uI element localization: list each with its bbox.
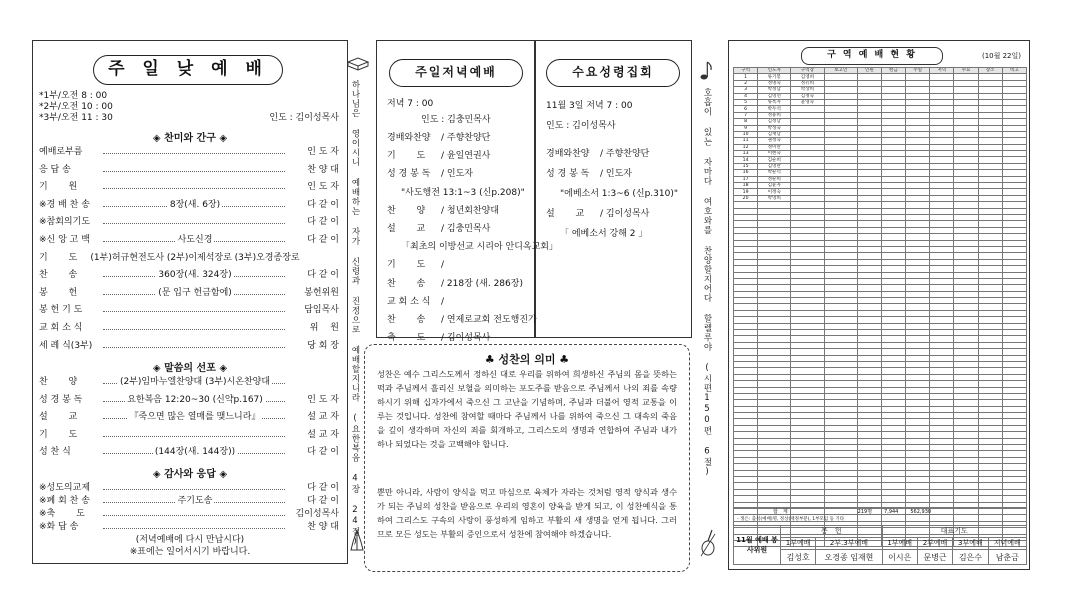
column-header: 구역: [734, 68, 758, 74]
table-cell: 이현숙: [758, 151, 791, 157]
table-cell: 박성숙: [758, 125, 791, 131]
column-header: 헌금: [881, 68, 905, 74]
leader-dots: [103, 483, 285, 490]
leader-dots: [103, 323, 285, 330]
service-item-label: 찬 송: [387, 278, 426, 289]
table-cell: 박정남: [758, 87, 791, 93]
group-prayer: 대표기도: [882, 526, 1026, 538]
table-cell: 17: [734, 176, 758, 182]
service-item-label: 찬 양: [387, 205, 426, 216]
program-person: 인 도 자: [307, 147, 339, 157]
separator: /: [441, 151, 447, 162]
table-cell: 류옥자: [758, 99, 791, 105]
service-person: 김은수: [953, 550, 988, 565]
program-person: 설 교 자: [307, 429, 339, 440]
table-cell: 1: [734, 74, 758, 80]
communion-paragraph-2: 뿐만 아니라, 사람이 양식을 먹고 마심으로 육체가 자라는 것처럼 영적 양식과 생수가 되는 주님의 성찬을 받음으로 우리의 영혼이 양육을 받게 되고, 이 성찬예식을 통하여 그리스도 구속의 사랑이 풍성하게 임하고 부활의 새 생명을 얻게 됩니다. 그러므로 모든 성도는 부활의 증인으로서 성찬에 참여해야 하겠습니다.: [377, 487, 677, 539]
table-cell: 18: [734, 183, 758, 189]
program-person: 찬 양 대: [307, 164, 339, 175]
program-label: ※참회의기도: [39, 217, 91, 228]
service-time-1: *1부/오전 8 : 00: [39, 91, 108, 101]
footer-stand-note: ※표에는 일어서시기 바랍니다.: [129, 547, 251, 557]
service-item: [387, 260, 444, 271]
service-item: [546, 169, 632, 180]
table-cell: 10: [734, 131, 758, 137]
separator: /: [441, 224, 447, 234]
table-cell: 9: [734, 125, 758, 131]
music-note-icon: [700, 60, 714, 82]
district-table: [733, 67, 1027, 547]
program-label: 봉 헌 기 도: [39, 305, 83, 316]
leader-dots: [103, 341, 285, 348]
table-cell: 4: [734, 93, 758, 99]
program-label: 찬 송: [39, 270, 78, 281]
table-cell: 김정남: [758, 119, 791, 125]
service-item: [387, 206, 499, 217]
service-item-value: 인도자: [605, 169, 632, 179]
program-person: 봉헌위원: [304, 287, 339, 298]
program-detail: 요한복음 12:20~30 (신약p.167): [127, 394, 263, 405]
service-item: [546, 209, 649, 220]
service-item: [546, 189, 678, 200]
leader-dots: [103, 217, 285, 224]
service-header: 1부예배: [882, 538, 917, 550]
service-item: [387, 133, 490, 144]
table-cell: 19: [734, 189, 758, 195]
service-item-label: 경배와찬양: [387, 133, 431, 143]
wednesday-title: 수요성령집회: [546, 59, 680, 87]
separator: /: [441, 205, 447, 216]
table-cell: 정미란: [758, 144, 791, 150]
table-cell: 김영란: [758, 163, 791, 169]
service-item-value: 연제로교회 전도행진가: [446, 315, 537, 325]
service-item-value: 윤일연권사: [446, 151, 491, 162]
column-header: 저녁: [930, 68, 954, 74]
communion-paragraph-1: 성찬은 예수 그리스도께서 정하신 대로 우리를 위하여 희생하신 주님의 몸을 뜻하는 떡과 주님께서 흘리신 보혈을 의미하는 포도주를 받음으로 주님께서 나의 죄를 속량하시기 위해 십자가에서 죽으신 그 고난을 기념하며, 주님과 더불어 영적 교통을 이루는 것입니다. 성찬에 참여할 때마다 주님께서 나를 위하여 죽으신 그 대속의 죽음을 깊이 생각하며 자신의 죄를 회개하고, 그리스도의 생명과 연합하여 주님과 내가 하나 되었다는 것을 고백해야 합니다.: [377, 369, 677, 449]
district-date: (10월 22일): [981, 52, 1021, 60]
column-header: 구역장: [791, 68, 824, 74]
service-item: [387, 333, 490, 344]
table-cell: 박상희: [791, 87, 824, 93]
service-item-value: 「최초의 이방선교 시리아 안디옥교회」: [401, 242, 558, 253]
leader-dots: [103, 522, 285, 529]
separator: /: [600, 169, 606, 179]
wednesday-time: 11월 3일 저녁 7 : 00: [546, 101, 633, 111]
service-time-2: *2부/오전 10 : 00: [39, 102, 113, 112]
column-header: 보고인: [824, 68, 857, 74]
table-cell: 윤영숙: [791, 99, 824, 105]
separator: /: [600, 209, 606, 219]
program-person: 다 같 이: [307, 447, 339, 458]
section-thanks: ◈ 감사와 응답 ◈: [152, 469, 228, 480]
table-cell: 정용희: [758, 112, 791, 118]
service-item-label: 기 도: [387, 260, 426, 271]
group-offering: 봉 헌: [781, 526, 883, 538]
morning-leader: 인도 : 김이성목사: [269, 113, 339, 123]
service-header: 2부예배: [917, 538, 952, 550]
service-item-value: 「 에베소서 강해 2 」: [560, 229, 648, 239]
service-item-value: 김이성목사: [605, 209, 650, 219]
leader-dots: [103, 509, 285, 516]
district-title: 구 역 예 배 현 황: [801, 47, 943, 65]
program-detail: (문 입구 헌금함에): [158, 287, 232, 298]
service-item-value: 218장 (새. 286장): [446, 278, 523, 289]
footer-evening-note: (저녁예배에 다시 만납시다): [135, 535, 245, 545]
evening-leader: 인도 : 김충민목사: [421, 115, 491, 125]
service-person: 이시은: [882, 550, 917, 565]
bible-icon: [346, 54, 370, 74]
total-value: 219명: [857, 509, 873, 515]
program-detail: 『죽으면 많은 열매를 맺느니라』: [129, 412, 261, 423]
table-cell: 박순덕: [758, 170, 791, 176]
violin-icon: [698, 528, 718, 558]
program-person: 설 교 자: [307, 412, 339, 423]
program-label: 기 도: [39, 252, 78, 263]
table-cell: 13: [734, 151, 758, 157]
service-item-label: 성 경 봉 독: [546, 169, 590, 179]
separator: /: [441, 260, 445, 271]
leader-dots: [103, 147, 285, 154]
wednesday-leader: 인도 : 김이성목사: [546, 121, 616, 131]
table-cell: 김재남: [758, 131, 791, 137]
service-item-label: 축 도: [387, 333, 426, 344]
program-person: 담임목사: [304, 305, 339, 316]
sunday-morning-panel: [32, 40, 348, 564]
program-person: 다 같 이: [307, 496, 339, 506]
service-header: 1부예배: [781, 538, 816, 550]
section-praise: ◈ 찬미와 간구 ◈: [152, 133, 228, 144]
service-item-value: "에베소서 1:3~6 (신p.310)": [560, 189, 678, 199]
separator: /: [600, 149, 606, 159]
sunday-morning-title: 주 일 낮 예 배: [93, 55, 283, 85]
program-detail: 8장(새. 6장): [169, 199, 221, 210]
program-label: 기 원: [39, 182, 78, 193]
program-label: ※축 도: [39, 509, 85, 519]
service-item-label: 교 회 소 식: [387, 296, 431, 307]
program-person: 다 같 이: [307, 270, 339, 281]
service-item-label: 성 경 봉 독: [387, 169, 431, 180]
leader-dots: [103, 165, 285, 172]
program-person: 인 도 자: [307, 182, 339, 193]
separator: /: [441, 333, 447, 344]
table-cell: 김정숙: [791, 93, 824, 99]
service-item-label: 설 교: [546, 209, 585, 219]
program-label: 성 경 봉 독: [39, 394, 83, 405]
service-item-label: 설 교: [387, 224, 426, 234]
column-header: 비고: [1002, 68, 1026, 74]
table-cell: 7: [734, 112, 758, 118]
column-header: 인원: [857, 68, 881, 74]
program-label: 설 교: [39, 412, 78, 423]
service-item: [387, 169, 473, 180]
program-label: ※경 배 찬 송: [39, 199, 90, 210]
table-cell: 김영희: [791, 74, 824, 80]
service-item-value: 김충민목사: [446, 224, 491, 234]
separator: /: [441, 133, 447, 143]
vertical-verse-left: 하나님은 영이시니 예배하는 자가 신령과 진정으로 예배할지니라 (요한복음 4장 24절): [350, 80, 360, 548]
service-person: 김성호: [781, 550, 816, 565]
program-person: 당 회 장: [307, 340, 339, 351]
service-header: 3부예배: [953, 538, 988, 550]
service-time-3: *3부/오전 11 : 30: [39, 113, 113, 123]
program-person: 다 같 이: [307, 217, 339, 228]
service-item: [546, 229, 647, 240]
service-item: [387, 279, 523, 290]
program-detail: (2부)임마누엘찬양대 (3부)시온찬양대: [119, 377, 271, 387]
separator: /: [441, 278, 447, 289]
communion-panel: [364, 344, 690, 572]
program-label: 찬 양: [39, 377, 78, 387]
praying-hands-icon: [348, 528, 366, 552]
table-cell: 14: [734, 157, 758, 163]
table-cell: 6: [734, 106, 758, 112]
section-word: ◈ 말씀의 선포 ◈: [152, 363, 228, 374]
communion-title: ♣ 성찬의 의미 ♣: [484, 353, 570, 366]
sunday-evening-panel: [376, 40, 558, 344]
program-detail: 360장(새. 324장): [158, 270, 232, 281]
table-cell: 권정숙: [758, 138, 791, 144]
service-item: [387, 188, 525, 199]
sunday-evening-title: 주일저녁예배: [389, 59, 523, 87]
service-item: [546, 149, 649, 160]
service-table: [733, 525, 1027, 565]
table-cell: 박영희: [758, 195, 791, 201]
service-item: [387, 297, 444, 308]
program-label: 봉 헌: [39, 287, 78, 298]
program-label: ※폐 회 찬 송: [39, 496, 90, 506]
service-item: [387, 151, 490, 162]
program-label: 응 답 송: [39, 164, 71, 175]
program-person: 위 원: [309, 323, 339, 333]
table-cell: 김윤자: [758, 183, 791, 189]
table-cell: 5: [734, 99, 758, 105]
program-person: 다 같 이: [307, 199, 339, 210]
service-item-value: 주향찬양단: [605, 149, 650, 159]
total-value: 562,930: [910, 509, 932, 515]
table-cell: 박두석: [758, 106, 791, 112]
table-cell: 3: [734, 87, 758, 93]
leader-dots: [103, 305, 285, 312]
leader-dots: [103, 430, 285, 437]
program-label: 교 회 소 식: [39, 323, 83, 333]
separator: /: [441, 169, 447, 180]
program-person: 다 같 이: [307, 483, 339, 493]
program-label: 세 례 식(3부): [39, 340, 93, 351]
table-cell: 8: [734, 119, 758, 125]
table-cell: 11: [734, 138, 758, 144]
table-cell: 2: [734, 80, 758, 86]
vertical-verse-right: 호흡이 있는 자마다 여호와를 찬양할지어다 할렐루야 (시편150편 6절): [702, 88, 712, 478]
column-header: 수요: [954, 68, 978, 74]
program-detail: 사도신경: [177, 235, 213, 245]
table-cell: 이정숙: [758, 189, 791, 195]
table-cell: 김영선: [758, 93, 791, 99]
service-item-label: 기 도: [387, 151, 426, 162]
total-label: 합 계: [773, 509, 788, 515]
separator: /: [441, 315, 447, 325]
table-cell: 12: [734, 144, 758, 150]
service-item-label: 경배와찬양: [546, 149, 590, 159]
column-header: 주일: [906, 68, 930, 74]
district-panel: [728, 40, 1030, 570]
program-person: 다 같 이: [307, 235, 339, 245]
program-person: 인 도 자: [307, 394, 339, 405]
service-item-value: 주향찬양단: [446, 133, 491, 143]
district-note: - 생은: 출석(예배)명, 정상(재정부분), 1부모임 등 기타: [737, 517, 845, 522]
service-item: [387, 315, 537, 326]
program-label: 성 찬 식: [39, 447, 71, 458]
table-cell: 16: [734, 170, 758, 176]
program-label: 기 도: [39, 429, 78, 440]
service-item: [387, 224, 490, 235]
table-cell: 정명숙: [758, 80, 791, 86]
program-label: ※성도의교제: [39, 483, 91, 493]
service-item-value: 인도자: [446, 169, 473, 180]
service-header: 저녁예배: [988, 538, 1026, 550]
program-person: 찬 양 대: [307, 522, 339, 532]
wednesday-panel: [535, 40, 692, 338]
program-label: 예배로부름: [39, 147, 83, 157]
service-item-value: 김이성목사: [446, 333, 491, 344]
program-detail: 주기도송: [177, 496, 213, 506]
separator: /: [441, 296, 445, 307]
column-header: 인도자: [758, 68, 791, 74]
table-cell: 정순희: [758, 176, 791, 182]
service-item-value: 청년회찬양대: [446, 205, 500, 216]
program-label: ※신 앙 고 백: [39, 235, 90, 245]
service-header: 2부.3부예배: [816, 538, 882, 550]
service-person: 남춘금: [988, 550, 1026, 565]
service-person: 문병근: [917, 550, 952, 565]
table-cell: 20: [734, 195, 758, 201]
service-item-value: "사도행전 13:1~3 (신p.208)": [401, 187, 525, 198]
evening-time: 저녁 7 : 00: [387, 99, 434, 109]
total-value: 7,944: [884, 509, 899, 515]
program-person: 김이성목사: [295, 509, 339, 519]
column-header: 장소: [978, 68, 1002, 74]
table-cell: 류기봉: [758, 74, 791, 80]
table-cell: 15: [734, 163, 758, 169]
program-detail: (1부)허규현전도사 (2부)이제석장로 (3부)오경종장로: [90, 252, 300, 263]
program-detail: (144장(새. 144장)): [154, 447, 236, 458]
service-item: [387, 242, 558, 253]
program-label: ※화 답 송: [39, 522, 79, 532]
table-cell: 정유희: [791, 80, 824, 86]
district-total-row: [733, 507, 1027, 515]
service-item-label: 찬 송: [387, 315, 426, 325]
leader-dots: [103, 182, 285, 189]
service-row-label: 11월 예배 봉사위원: [734, 526, 781, 565]
table-cell: 김순희: [758, 157, 791, 163]
service-person: 오경종 임재현: [816, 550, 882, 565]
